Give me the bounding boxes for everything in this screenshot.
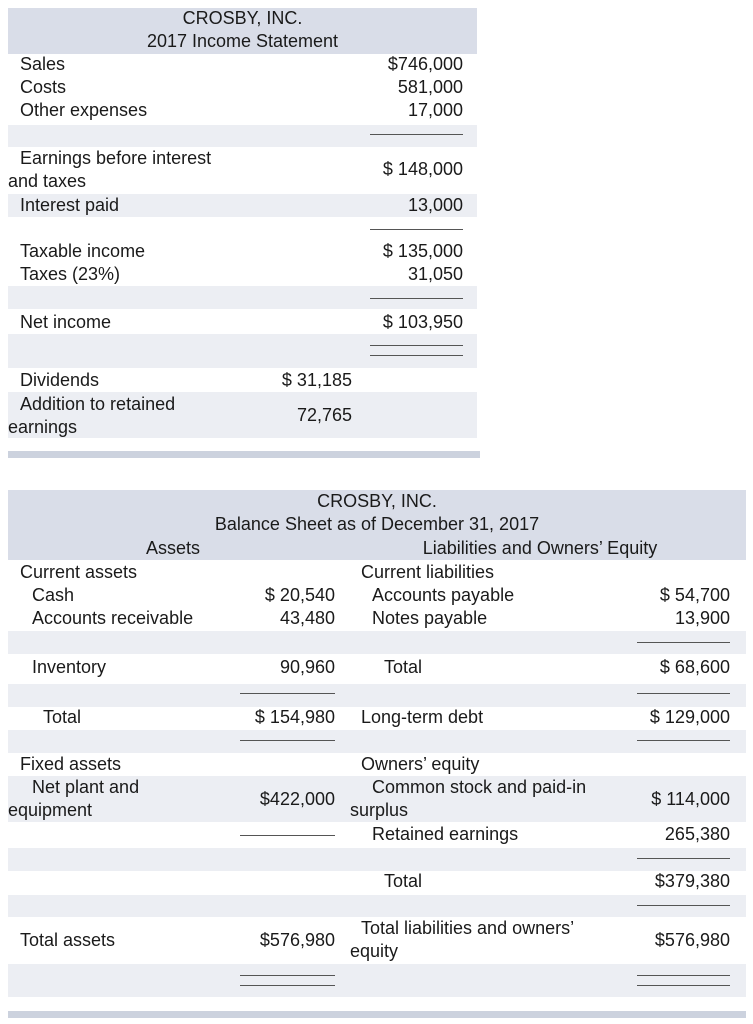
current-assets-total-label: Total: [43, 707, 82, 727]
double-underline: [240, 975, 335, 976]
taxes-label: Taxes (23%): [20, 264, 121, 284]
liabilities-header: Liabilities and Owners’ Equity: [422, 538, 658, 558]
current-liabilities-heading: Current liabilities: [361, 562, 495, 582]
other-expenses-value: 17,000: [407, 100, 463, 120]
notes-payable-label: Notes payable: [372, 608, 488, 628]
underline: [370, 298, 463, 299]
costs-label: Costs: [20, 77, 67, 97]
retained-earnings-value: 265,380: [664, 824, 730, 844]
other-expenses-label: Other expenses: [20, 100, 148, 120]
income-title: 2017 Income Statement: [146, 31, 339, 51]
underline: [240, 693, 335, 694]
balance-band: [8, 964, 746, 997]
underline: [370, 134, 463, 135]
income-company: CROSBY, INC.: [182, 8, 303, 28]
current-assets-total-value: $ 154,980: [254, 707, 335, 727]
cash-value: $ 20,540: [264, 585, 335, 605]
balance-band: [8, 631, 746, 654]
underline: [637, 858, 730, 859]
total-liabilities-equity-label-cont: equity: [350, 941, 399, 961]
common-stock-value: $ 114,000: [651, 789, 730, 809]
double-underline: [370, 355, 463, 356]
accounts-receivable-value: 43,480: [279, 608, 335, 628]
ebit-label: Earnings before interest: [20, 148, 212, 168]
net-income-value: $ 103,950: [382, 312, 463, 332]
underline: [637, 642, 730, 643]
dividends-label: Dividends: [20, 370, 100, 390]
accounts-payable-value: $ 54,700: [659, 585, 730, 605]
addition-label: Addition to retained: [20, 394, 176, 414]
addition-value: 72,765: [296, 405, 352, 425]
underline: [370, 229, 463, 230]
cash-label: Cash: [32, 585, 75, 605]
long-term-debt-label: Long-term debt: [361, 707, 484, 727]
double-underline: [240, 985, 335, 986]
taxable-income-value: $ 135,000: [382, 241, 463, 261]
owners-equity-total-value: $379,380: [654, 871, 730, 891]
ebit-label-cont: and taxes: [8, 171, 87, 191]
net-plant-label-cont: equipment: [8, 800, 93, 820]
fixed-assets-heading: Fixed assets: [20, 754, 122, 774]
ebit-value: $ 148,000: [382, 159, 463, 179]
income-band: [8, 334, 477, 368]
owners-equity-total-label: Total: [384, 871, 423, 891]
net-plant-label: Net plant and: [32, 777, 140, 797]
accounts-receivable-label: Accounts receivable: [32, 608, 194, 628]
section-divider: [8, 451, 480, 458]
double-underline: [637, 975, 730, 976]
sales-label: Sales: [20, 54, 66, 74]
net-income-label: Net income: [20, 312, 112, 332]
common-stock-label: Common stock and paid-in: [372, 777, 587, 797]
underline: [240, 835, 335, 836]
assets-header: Assets: [145, 538, 201, 558]
interest-label: Interest paid: [20, 195, 120, 215]
dividends-value: $ 31,185: [281, 370, 352, 390]
total-liabilities-equity-label: Total liabilities and owners’: [361, 918, 575, 938]
double-underline: [370, 345, 463, 346]
balance-band: [8, 730, 746, 753]
underline: [637, 693, 730, 694]
total-assets-label: Total assets: [20, 930, 116, 950]
underline: [637, 740, 730, 741]
sales-value: $746,000: [387, 54, 463, 74]
current-liabilities-total-label: Total: [384, 657, 423, 677]
costs-value: 581,000: [397, 77, 463, 97]
inventory-value: 90,960: [279, 657, 335, 677]
balance-band: [8, 848, 746, 871]
current-liabilities-total-value: $ 68,600: [659, 657, 730, 677]
underline: [637, 905, 730, 906]
taxable-income-label: Taxable income: [20, 241, 146, 261]
balance-title: Balance Sheet as of December 31, 2017: [214, 514, 540, 534]
long-term-debt-value: $ 129,000: [649, 707, 730, 727]
accounts-payable-label: Accounts payable: [372, 585, 515, 605]
inventory-label: Inventory: [32, 657, 107, 677]
underline: [240, 740, 335, 741]
interest-value: 13,000: [407, 195, 463, 215]
current-assets-heading: Current assets: [20, 562, 138, 582]
section-divider: [8, 1011, 746, 1018]
balance-band: [8, 895, 746, 917]
addition-label-cont: earnings: [8, 417, 78, 437]
taxes-value: 31,050: [407, 264, 463, 284]
notes-payable-value: 13,900: [674, 608, 730, 628]
net-plant-value: $422,000: [259, 789, 335, 809]
total-liabilities-equity-value: $576,980: [654, 930, 730, 950]
income-band: [8, 125, 477, 147]
double-underline: [637, 985, 730, 986]
owners-equity-heading: Owners’ equity: [361, 754, 480, 774]
balance-company: CROSBY, INC.: [317, 491, 437, 511]
common-stock-label-cont: surplus: [350, 800, 409, 820]
total-assets-value: $576,980: [259, 930, 335, 950]
retained-earnings-label: Retained earnings: [372, 824, 519, 844]
balance-band: [8, 684, 746, 707]
